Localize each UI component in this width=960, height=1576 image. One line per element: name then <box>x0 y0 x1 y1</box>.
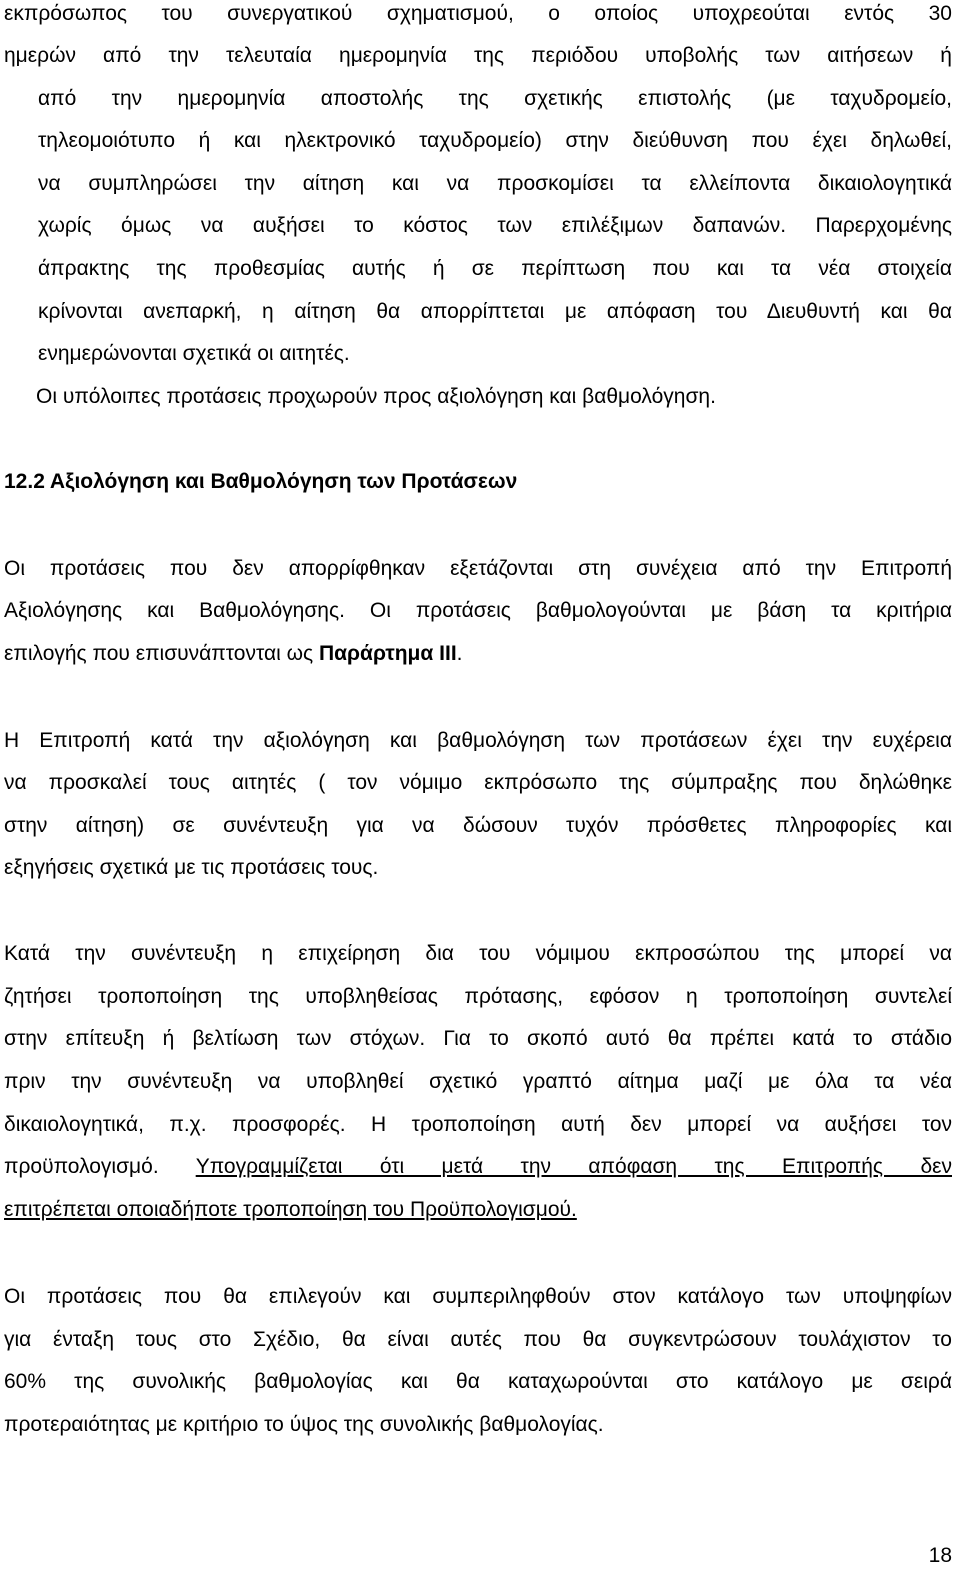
underlined-note-part-1: Υπογραμμίζεται ότι μετά την απόφαση της Επιτροπής δεν <box>195 1155 952 1178</box>
paragraph-4-line-6-text: προϋπολογισμό. <box>4 1155 196 1178</box>
paragraph-4-line-7 <box>4 1196 952 1224</box>
paragraph-4-line-1: Κατά την συνέντευξη η επιχείρηση δια του νόμιμου εκπροσώπου της μπορεί να <box>4 942 952 965</box>
paragraph-3-line-1: Η Επιτροπή κατά την αξιολόγηση και βαθμολόγηση των προτάσεων έχει την ευχέρεια <box>4 729 952 752</box>
paragraph-1-line-10: Οι υπόλοιπες προτάσεις προχωρούν προς αξιολόγηση και βαθμολόγηση. <box>36 385 716 408</box>
paragraph-1-line-8: κρίνονται ανεπαρκή, η αίτηση θα απορρίπτεται με απόφαση του Διευθυντή και θα <box>38 300 952 323</box>
paragraph-1-line-5: να συμπληρώσει την αίτηση και να προσκομίσει τα ελλείποντα δικαιολογητικά <box>38 172 952 195</box>
paragraph-1-line-3: από την ημερομηνία αποστολής της σχετικής επιστολής (με ταχυδρομείο, <box>38 87 952 110</box>
paragraph-2-line-3-end: . <box>456 642 463 665</box>
paragraph-2-line-3-text: επιλογής που επισυνάπτονται ως <box>4 642 319 665</box>
paragraph-1-line-6: χωρίς όμως να αυξήσει το κόστος των επιλέξιμων δαπανών. Παρερχομένης <box>38 214 952 237</box>
underlined-note-part-2: επιτρέπεται οποιαδήποτε τροποποίηση του Προϋπολογισμού. <box>4 1198 577 1221</box>
paragraph-1-line-9: ενημερώνονται σχετικά οι αιτητές. <box>38 342 350 365</box>
page-number: 18 <box>928 1544 952 1567</box>
paragraph-4-line-2: ζητήσει τροποποίηση της υποβληθείσας πρότασης, εφόσον η τροποποίηση συντελεί <box>4 985 952 1008</box>
paragraph-1-line-7: άπρακτης της προθεσμίας αυτής ή σε περίπτωση που και τα νέα στοιχεία <box>38 257 952 280</box>
paragraph-4-line-4: πριν την συνέντευξη να υποβληθεί σχετικό γραπτό αίτημα μαζί με όλα τα νέα <box>4 1070 952 1093</box>
paragraph-1-line-1: εκπρόσωπος του συνεργατικού σχηματισμού, ο οποίος υποχρεούται εντός 30 <box>4 2 952 25</box>
paragraph-3-line-2: να προσκαλεί τους αιτητές ( τον νόμιμο εκπρόσωπο της σύμπραξης που δηλώθηκε <box>4 771 952 794</box>
paragraph-4-line-6 <box>4 1153 952 1181</box>
paragraph-5-line-4: προτεραιότητας με κριτήριο το ύψος της συνολικής βαθμολογίας. <box>4 1413 604 1436</box>
paragraph-5-line-3: 60% της συνολικής βαθμολογίας και θα καταχωρούνται στο κατάλογο με σειρά <box>4 1370 952 1393</box>
paragraph-2-line-1: Οι προτάσεις που δεν απορρίφθηκαν εξετάζονται στη συνέχεια από την Επιτροπή <box>4 557 952 580</box>
paragraph-3-line-3: στην αίτηση) σε συνέντευξη για να δώσουν τυχόν πρόσθετες πληροφορίες και <box>4 814 952 837</box>
appendix-reference: Παράρτημα ΙΙΙ <box>318 642 457 665</box>
paragraph-1-line-4: τηλεομοιότυπο ή και ηλεκτρονικό ταχυδρομείο) στην διεύθυνση που έχει δηλωθεί, <box>38 129 952 152</box>
paragraph-5-line-2: για ένταξη τους στο Σχέδιο, θα είναι αυτές που θα συγκεντρώσουν τουλάχιστον το <box>4 1328 952 1351</box>
paragraph-4-line-3: στην επίτευξη ή βελτίωση των στόχων. Για το σκοπό αυτό θα πρέπει κατά το στάδιο <box>4 1027 952 1050</box>
paragraph-2-line-2: Αξιολόγησης και Βαθμολόγησης. Οι προτάσεις βαθμολογούνται με βάση τα κριτήρια <box>4 599 952 622</box>
paragraph-2-line-3 <box>4 640 952 668</box>
paragraph-5-line-1: Οι προτάσεις που θα επιλεγούν και συμπεριληφθούν στον κατάλογο των υποψηφίων <box>4 1285 952 1308</box>
paragraph-3-line-4: εξηγήσεις σχετικά με τις προτάσεις τους. <box>4 856 379 879</box>
paragraph-1-line-2: ημερών από την τελευταία ημερομηνία της περιόδου υποβολής των αιτήσεων ή <box>4 44 952 67</box>
paragraph-4-line-5: δικαιολογητικά, π.χ. προσφορές. Η τροποποίηση αυτή δεν μπορεί να αυξήσει τον <box>4 1113 952 1136</box>
section-heading: 12.2 Αξιολόγηση και Βαθμολόγηση των Προτάσεων <box>4 470 518 493</box>
